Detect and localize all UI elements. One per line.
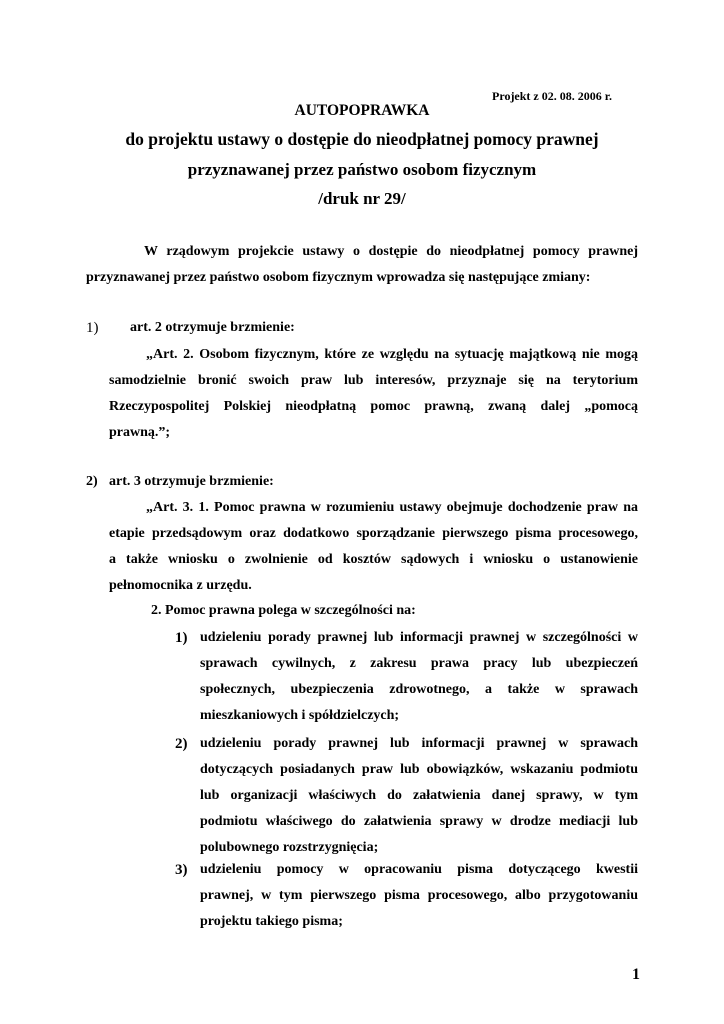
item2-heading: art. 3 otrzymuje brzmienie: xyxy=(109,474,274,489)
item1-line: samodzielnie bronić swoich praw lub interesów, przyznaje się na terytorium xyxy=(109,373,638,388)
page-number: 1 xyxy=(632,966,640,983)
point3-number: 3) xyxy=(175,862,188,878)
intro-line-1: W rządowym projekcie ustawy o dostępie do nieodpłatnej pomocy prawnej xyxy=(144,244,638,259)
item2-line: a także wniosku o zwolnienie od kosztów sądowych i wniosku o ustanowienie xyxy=(109,552,638,567)
item2-sub2: 2. Pomoc prawna polega w szczególności na: xyxy=(151,603,416,618)
item1-heading: art. 2 otrzymuje brzmienie: xyxy=(130,320,295,335)
item1-line: prawną.”; xyxy=(109,425,171,440)
item2-line: etapie przedsądowym oraz dodatkowo sporządzanie pierwszego pisma procesowego, xyxy=(109,526,638,541)
item2-number: 2) xyxy=(86,474,98,489)
point1-number: 1) xyxy=(175,630,188,646)
point1-line: udzieleniu porady prawnej lub informacji prawnej w szczególności w xyxy=(200,630,638,645)
druk-number: /druk nr 29/ xyxy=(318,189,406,208)
point2-number: 2) xyxy=(175,736,188,752)
item1-line: „Art. 2. Osobom fizycznym, które ze względu na sytuację majątkową nie mogą xyxy=(146,347,638,362)
intro-line-2: przyznawanej przez państwo osobom fizycznym wprowadza się następujące zmiany: xyxy=(86,270,591,285)
item2-line: pełnomocnika z urzędu. xyxy=(109,578,252,593)
point3-line: projektu takiego pisma; xyxy=(200,914,343,929)
point3-line: udzieleniu pomocy w opracowaniu pisma dotyczącego kwestii xyxy=(200,862,638,877)
document-subtitle-line1: do projektu ustawy o dostępie do nieodpłatnej pomocy prawnej xyxy=(125,129,599,149)
point3-line: prawnej, w tym pierwszego pisma procesowego, albo przygotowaniu xyxy=(200,888,638,903)
point2-line: podmiotu właściwego do załatwienia sprawy w drodze mediacji lub xyxy=(200,814,638,829)
point1-line: sprawach cywilnych, z zakresu prawa pracy lub ubezpieczeń xyxy=(200,656,638,671)
document-subtitle-line2: przyznawanej przez państwo osobom fizycznym xyxy=(187,160,537,179)
point1-line: mieszkaniowych i spółdzielczych; xyxy=(200,708,400,723)
item2-line: „Art. 3. 1. Pomoc prawna w rozumieniu ustawy obejmuje dochodzenie praw na xyxy=(146,500,638,515)
point2-line: polubownego rozstrzygnięcia; xyxy=(200,840,379,855)
point1-line: społecznych, ubezpieczenia zdrowotnego, a także w sprawach xyxy=(200,682,638,697)
point2-line: lub organizacji właściwych do załatwienia danej sprawy, w tym xyxy=(200,788,638,803)
project-date: Projekt z 02. 08. 2006 r. xyxy=(492,89,612,103)
item1-line: Rzeczypospolitej Polskiej nieodpłatną pomoc prawną, zwaną dalej „pomocą xyxy=(109,399,638,414)
document-title: AUTOPOPRAWKA xyxy=(294,102,430,119)
point2-line: udzieleniu porady prawnej lub informacji prawnej w sprawach xyxy=(200,736,638,751)
item1-number: 1) xyxy=(86,320,99,336)
point2-line: dotyczących posiadanych praw lub obowiązków, wskazaniu podmiotu xyxy=(200,762,638,777)
